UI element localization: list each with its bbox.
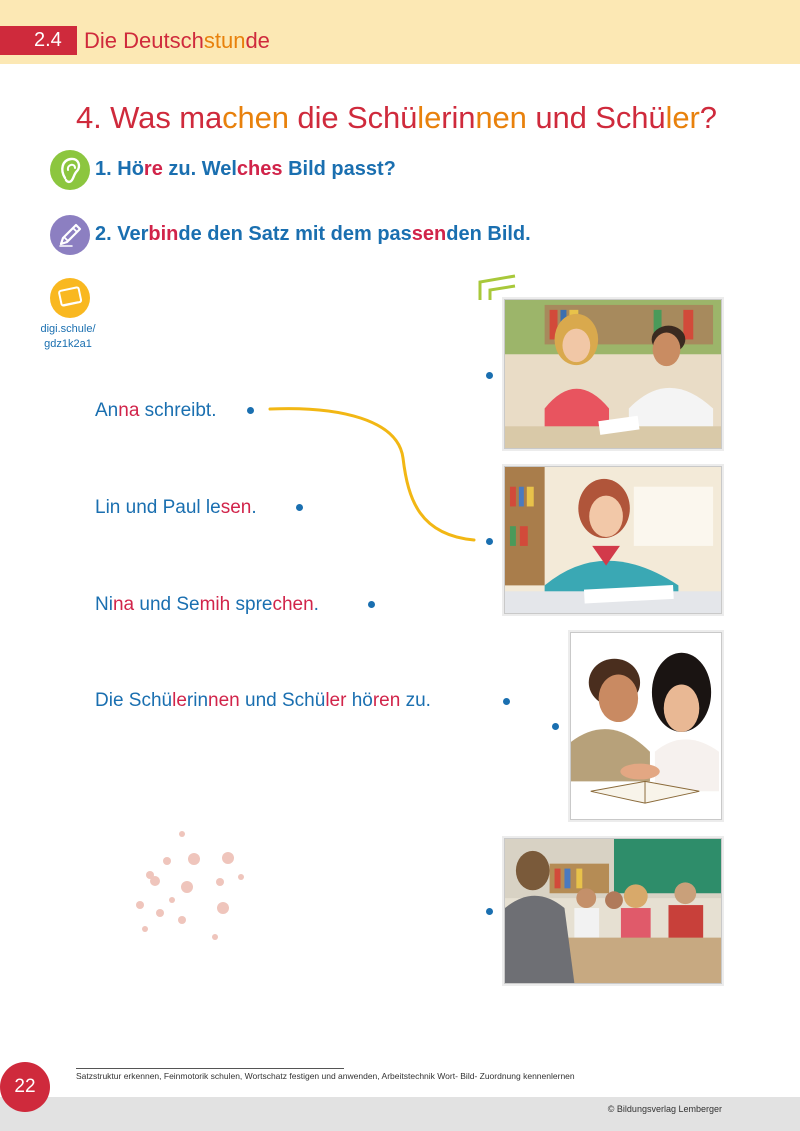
photo-students-talking[interactable] <box>504 299 722 449</box>
page-number: 22 <box>0 1062 50 1112</box>
decorative-dots <box>130 825 250 945</box>
photo-dot[interactable] <box>486 372 493 379</box>
photo-girl-writing[interactable] <box>504 466 722 614</box>
sentence-students-listen: Die Schülerinnen und Schüler hören zu. <box>95 690 431 711</box>
footer-band <box>0 1097 800 1131</box>
page-title: 4. Was machen die Schülerinnen und Schüler? <box>76 100 717 135</box>
sentence-dot[interactable] <box>368 601 375 608</box>
task-2-instruction: 2. Verbinde den Satz mit dem passenden Bild. <box>95 223 531 245</box>
sentence-anna: Anna schreibt. <box>95 400 217 421</box>
photo-teacher-class-listening[interactable] <box>504 838 722 984</box>
copyright: © Bildungsverlag Lemberger <box>607 1104 722 1114</box>
sentence-dot[interactable] <box>503 698 510 705</box>
footer-divider <box>76 1068 344 1069</box>
photo-dot[interactable] <box>486 538 493 545</box>
sentence-dot[interactable] <box>247 407 254 414</box>
sentence-nina-semih: Nina und Semih sprechen. <box>95 594 319 615</box>
sentence-dot[interactable] <box>296 504 303 511</box>
photo-dot[interactable] <box>552 723 559 730</box>
digital-link[interactable]: digi.schule/ gdz1k2a1 <box>40 323 96 350</box>
task-1-instruction: 1. Höre zu. Welches Bild passt? <box>95 158 396 180</box>
photo-students-reading-book[interactable] <box>570 632 722 820</box>
footer-note: Satzstruktur erkennen, Feinmotorik schulen, Wortschatz festigen und anwenden, Arbeitstechnik Wort- Bild- Zuordnung kennenlernen <box>76 1071 575 1081</box>
chapter-number: 2.4 <box>0 26 77 55</box>
sentence-lin-paul: Lin und Paul lesen. <box>95 497 257 518</box>
photo-dot[interactable] <box>486 908 493 915</box>
chapter-title: Die Deutschstunde <box>84 28 270 53</box>
